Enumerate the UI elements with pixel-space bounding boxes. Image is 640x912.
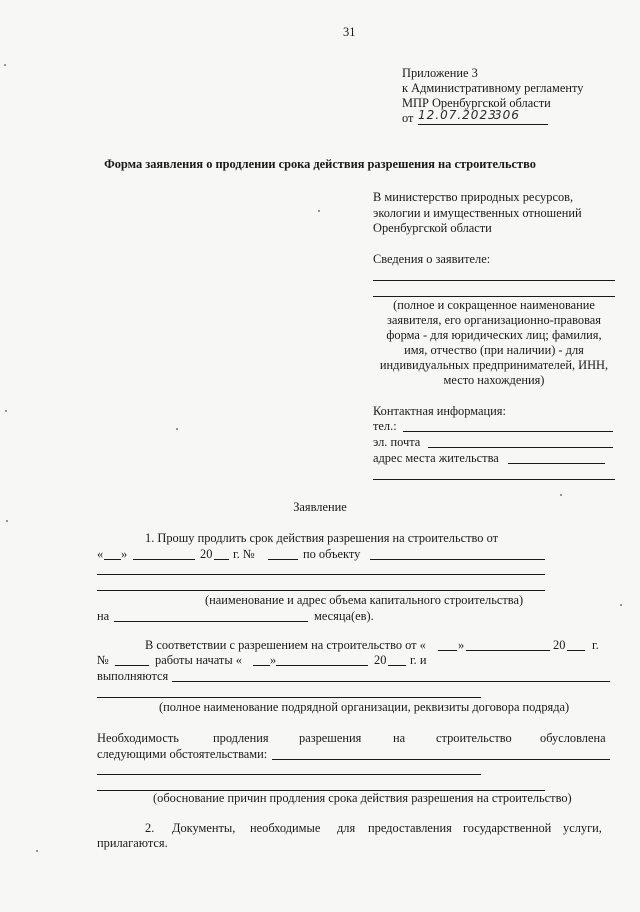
item1-object-field[interactable] — [370, 559, 545, 560]
item1-object-label: по объекту — [303, 547, 361, 561]
applicant-hint3: форма - для юридических лиц; фамилия, — [386, 328, 602, 342]
item2-w7: услуги, — [563, 821, 602, 835]
contacts-phone-label: тел.: — [373, 419, 397, 433]
permit-year-field[interactable] — [567, 650, 585, 651]
item2-w1: 2. — [145, 821, 155, 835]
contacts-email-field[interactable] — [428, 447, 613, 448]
applicant-line2[interactable] — [373, 296, 615, 297]
appendix-date-handwritten: 12.07.2023 — [418, 108, 497, 122]
appendix-line1: Приложение 3 — [402, 66, 478, 80]
works-started-label: работы начаты « — [155, 653, 242, 667]
necessity-w6: обусловлена — [540, 731, 606, 745]
necessity-field1[interactable] — [272, 759, 610, 760]
permit-no-label: № — [97, 653, 109, 667]
item1-months-label: месяца(ев). — [314, 609, 374, 623]
item1-object-line2[interactable] — [97, 574, 545, 575]
item1-text: 1. Прошу продлить срок действия разрешения на строительство от — [145, 531, 499, 545]
permit-close-quote: » — [458, 638, 465, 652]
permit-year-prefix: 20 — [553, 638, 566, 652]
item1-object-line3[interactable] — [97, 590, 545, 591]
item2-w4: для — [337, 821, 356, 835]
item2-w5: предоставления — [368, 821, 452, 835]
necessity-line2: следующими обстоятельствами: — [97, 747, 268, 761]
permit-number-field[interactable] — [115, 665, 149, 666]
necessity-field2[interactable] — [97, 774, 481, 775]
permit-text: В соответствии с разрешением на строительство от « — [145, 638, 426, 652]
appendix-line2: к Административному регламенту — [402, 81, 584, 95]
contacts-phone-field[interactable] — [403, 431, 613, 432]
contacts-address-field[interactable] — [508, 463, 605, 464]
form-title: Форма заявления о продлении срока действия разрешения на строительство — [104, 157, 536, 171]
works-month-field[interactable] — [276, 665, 368, 666]
applicant-hint5: индивидуальных предпринимателей, ИНН, — [379, 358, 609, 372]
item2-w6: государственной — [463, 821, 552, 835]
works-close-quote: » — [270, 653, 277, 667]
item1-object-hint: (наименование и адрес объема капитального строительства) — [205, 593, 524, 607]
contractor-hint: (полное наименование подрядной организации, реквизиты договора подряда) — [159, 700, 570, 714]
item1-on-label: на — [97, 609, 110, 623]
addressee-line3: Оренбургской области — [373, 221, 492, 235]
page-number: 31 — [343, 25, 356, 39]
scan-speck — [6, 520, 8, 522]
necessity-w3: разрешения — [299, 731, 362, 745]
appendix-line3: МПР Оренбургской области — [402, 96, 551, 110]
item1-close-quote: » — [121, 547, 128, 561]
item1-year-field[interactable] — [214, 559, 229, 560]
item1-month-field[interactable] — [133, 559, 195, 560]
item1-months-field[interactable] — [114, 621, 308, 622]
scan-speck — [36, 850, 38, 852]
item1-day-field[interactable] — [104, 559, 121, 560]
scan-speck — [5, 410, 7, 412]
performed-field2[interactable] — [97, 697, 481, 698]
necessity-w5: строительство — [436, 731, 512, 745]
works-year-suffix: г. и — [410, 653, 427, 667]
applicant-line1[interactable] — [373, 280, 615, 281]
scan-speck — [4, 64, 6, 66]
works-year-prefix: 20 — [374, 653, 387, 667]
statement-title: Заявление — [293, 500, 347, 514]
applicant-hint2: заявителя, его организационно-правовая — [387, 313, 601, 327]
necessity-w1: Необходимость — [97, 731, 179, 745]
applicant-hint1: (полное и сокращенное наименование — [393, 298, 595, 312]
item1-open-quote: « — [97, 547, 104, 561]
appendix-number-handwritten: 306 — [494, 108, 520, 122]
performed-field[interactable] — [172, 681, 610, 682]
applicant-hint6: место нахождения) — [443, 373, 545, 387]
performed-label: выполняются — [97, 669, 169, 683]
scan-speck — [176, 428, 178, 430]
permit-day-field[interactable] — [438, 650, 457, 651]
item1-year-suffix: г. № — [233, 547, 255, 561]
scan-speck — [560, 494, 562, 496]
addressee-line2: экологии и имущественных отношений — [373, 206, 582, 220]
scan-speck — [620, 604, 622, 606]
item1-year-prefix: 20 — [200, 547, 213, 561]
applicant-label: Сведения о заявителе: — [373, 252, 491, 266]
appendix-date-prefix: от — [402, 111, 414, 125]
item1-number-field[interactable] — [268, 559, 298, 560]
permit-year-suffix: г. — [592, 638, 599, 652]
necessity-w4: на — [393, 731, 406, 745]
item2-w2: Документы, — [172, 821, 236, 835]
contacts-address-field2[interactable] — [373, 479, 615, 480]
contacts-email-label: эл. почта — [373, 435, 421, 449]
item2-line2: прилагаются. — [97, 836, 168, 850]
contacts-address-label: адрес места жительства — [373, 451, 499, 465]
appendix-date-line — [418, 124, 548, 125]
works-year-field[interactable] — [388, 665, 406, 666]
applicant-hint4: имя, отчество (при наличии) - для — [404, 343, 584, 357]
addressee-line1: В министерство природных ресурсов, — [373, 190, 574, 204]
necessity-hint: (обоснование причин продления срока действия разрешения на строительство) — [153, 791, 572, 805]
contacts-label: Контактная информация: — [373, 404, 506, 418]
works-day-field[interactable] — [253, 665, 270, 666]
item2-w3: необходимые — [250, 821, 321, 835]
scan-speck — [318, 210, 320, 212]
permit-month-field[interactable] — [466, 650, 550, 651]
necessity-w2: продления — [213, 731, 269, 745]
